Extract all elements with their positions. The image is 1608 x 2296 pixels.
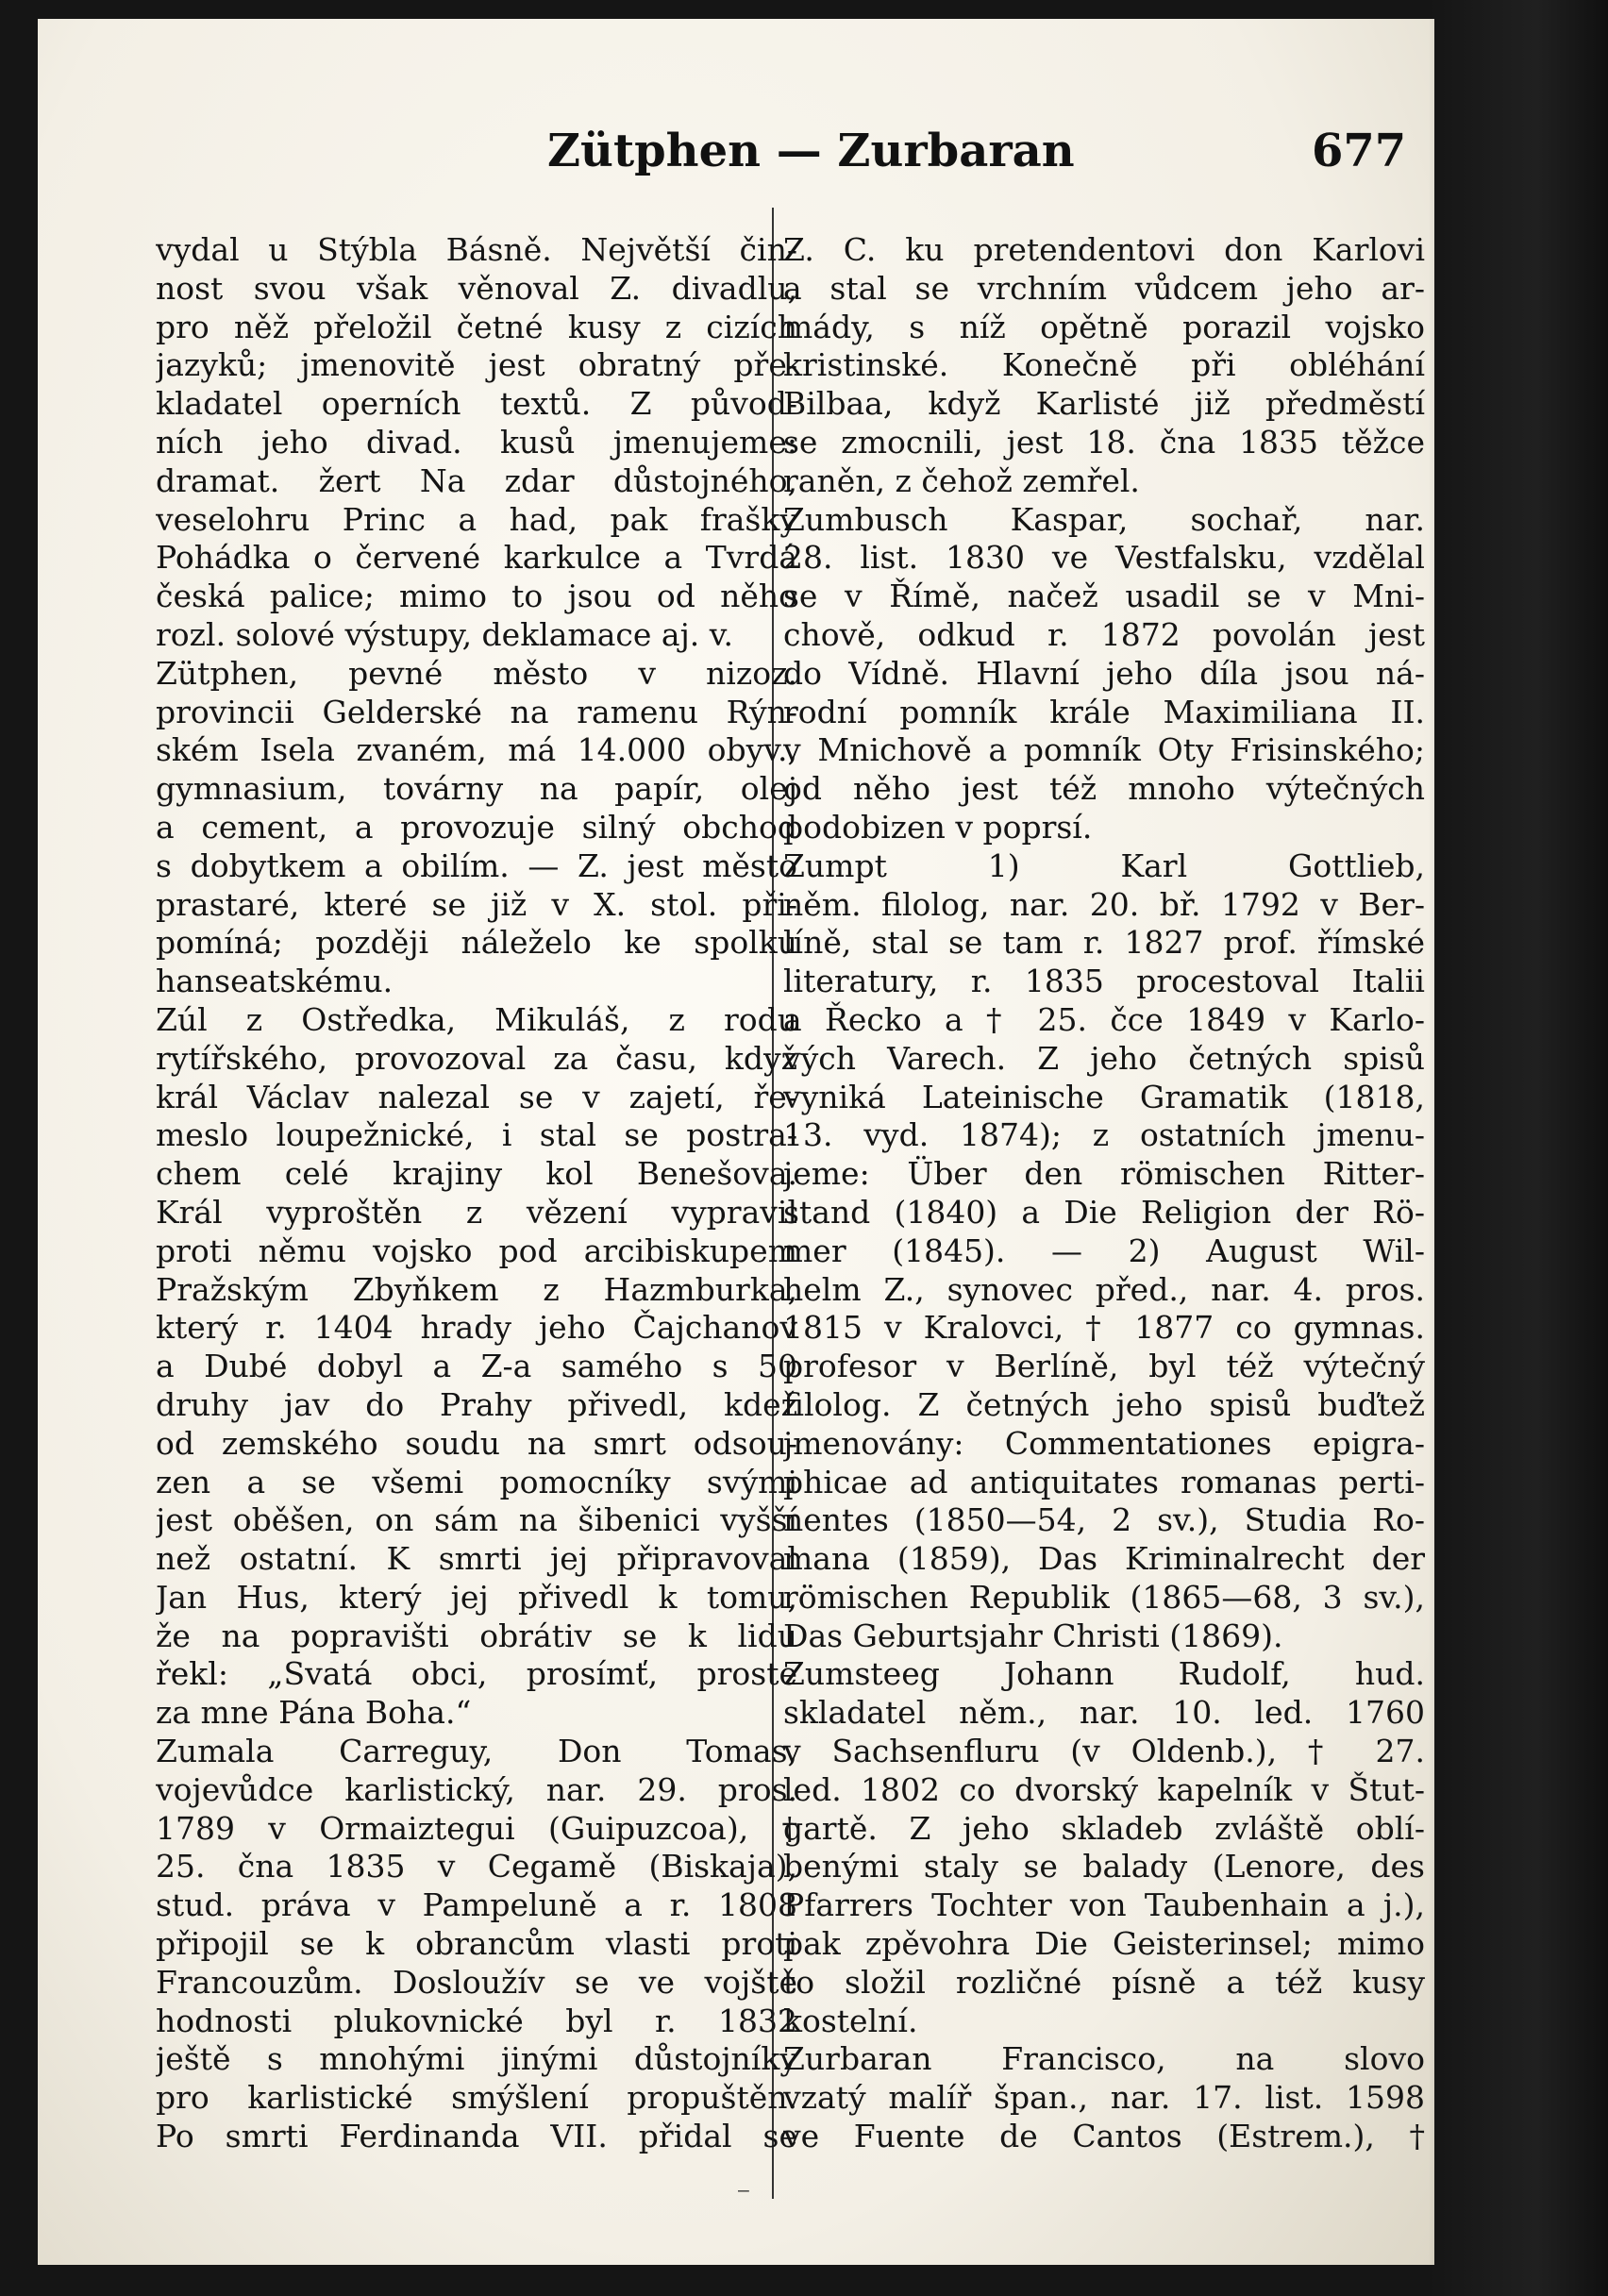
text-line: Zumsteeg Johann Rudolf, hud. bbox=[783, 1655, 1425, 1693]
text-line: Zurbaran Francisco, na slovo bbox=[783, 2040, 1425, 2078]
text-line: phicae ad antiquitates romanas perti- bbox=[783, 1463, 1425, 1500]
text-line: rytířského, provozoval za času, když bbox=[156, 1039, 797, 1077]
text-line: skladatel něm., nar. 10. led. 1760 bbox=[783, 1694, 1425, 1732]
text-line: ještě s mnohými jinými důstojníky bbox=[156, 2040, 797, 2078]
text-line: nentes (1850—54, 2 sv.), Studia Ro- bbox=[783, 1501, 1425, 1539]
text-line: stud. práva v Pampeluně a r. 1808 bbox=[156, 1886, 797, 1924]
text-line: mády, s níž opětně porazil vojsko bbox=[783, 308, 1425, 345]
text-line: nost svou však věnoval Z. divadlu, bbox=[156, 269, 797, 307]
text-line: vyniká Lateinische Gramatik (1818, bbox=[783, 1078, 1425, 1115]
text-line: král Václav nalezal se v zajetí, ře- bbox=[156, 1078, 797, 1115]
text-line: mer (1845). — 2) August Wil- bbox=[783, 1232, 1425, 1269]
text-line: a cement, a provozuje silný obchod bbox=[156, 808, 797, 846]
text-line: provincii Gelderské na ramenu Rýn- bbox=[156, 693, 797, 730]
text-line: jazyků; jmenovitě jest obratný pře- bbox=[156, 346, 797, 384]
text-line: meslo loupežnické, i stal se postra- bbox=[156, 1116, 797, 1154]
text-line: se v Římě, načež usadil se v Mni- bbox=[783, 578, 1425, 615]
text-line: podobizen v poprsí. bbox=[783, 808, 1093, 846]
text-line: proti němu vojsko pod arcibiskupem bbox=[156, 1232, 797, 1269]
text-line: česká palice; mimo to jsou od něho bbox=[156, 578, 797, 615]
text-line: ve Fuente de Cantos (Estrem.), † bbox=[783, 2118, 1425, 2155]
right-column bbox=[783, 231, 1425, 2156]
text-line: stand (1840) a Die Religion der Rö- bbox=[783, 1193, 1425, 1231]
text-line: ních jeho divad. kusů jmenujeme: bbox=[156, 423, 797, 461]
text-line: Zumbusch Kaspar, sochař, nar. bbox=[783, 500, 1425, 538]
text-line: gymnasium, továrny na papír, olej bbox=[156, 770, 797, 808]
text-line: helm Z., synovec před., nar. 4. pros. bbox=[783, 1270, 1425, 1308]
text-line: a Řecko a † 25. čce 1849 v Karlo- bbox=[783, 1000, 1425, 1038]
text-line: kristinské. Konečně při obléhání bbox=[783, 346, 1425, 384]
text-line: gartě. Z jeho skladeb zvláště oblí- bbox=[783, 1809, 1425, 1847]
text-line: a Dubé dobyl a Z-a samého s 50 bbox=[156, 1348, 797, 1385]
text-line: chem celé krajiny kol Benešova. bbox=[156, 1155, 797, 1193]
text-line: hodnosti plukovnické byl r. 1832 bbox=[156, 2002, 797, 2039]
text-line: benými staly se balady (Lenore, des bbox=[783, 1848, 1425, 1885]
text-line: řekl: „Svatá obci, prosímť, proste bbox=[156, 1655, 797, 1693]
text-line: Pfarrers Tochter von Taubenhain a j.), bbox=[783, 1886, 1425, 1924]
text-line: že na popravišti obrátiv se k lidu bbox=[156, 1617, 797, 1654]
text-line: vojevůdce karlistický, nar. 29. pros. bbox=[156, 1770, 797, 1808]
text-line: s dobytkem a obilím. — Z. jest město bbox=[156, 846, 797, 884]
text-line: pro karlistické smýšlení propuštěn. bbox=[156, 2079, 797, 2117]
text-line: než ostatní. K smrti jej připravoval bbox=[156, 1540, 797, 1578]
text-line: Po smrti Ferdinanda VII. přidal se bbox=[156, 2118, 797, 2155]
text-line: kladatel operních textů. Z původ- bbox=[156, 385, 797, 423]
text-line: v Sachsenfluru (v Oldenb.), † 27. bbox=[783, 1733, 1425, 1770]
text-line: 13. vyd. 1874); z ostatních jmenu- bbox=[783, 1116, 1425, 1154]
text-line: něm. filolog, nar. 20. bř. 1792 v Ber- bbox=[783, 885, 1425, 923]
text-line: 1815 v Kralovci, † 1877 co gymnas. bbox=[783, 1309, 1425, 1347]
text-line: Zumpt 1) Karl Gottlieb, bbox=[783, 846, 1425, 884]
text-line: Pražským Zbyňkem z Hazmburka, bbox=[156, 1270, 797, 1308]
bottom-mark: ⁻ bbox=[736, 2180, 751, 2213]
text-line: jmenovány: Commentationes epigra- bbox=[783, 1424, 1425, 1462]
left-column bbox=[156, 231, 797, 2156]
text-line: Zütphen, pevné město v nizoz. bbox=[156, 654, 797, 692]
text-line: dramat. žert Na zdar důstojného, bbox=[156, 461, 797, 499]
text-line: Pohádka o červené karkulce a Tvrdá bbox=[156, 539, 797, 577]
text-line: se zmocnili, jest 18. čna 1835 těžce bbox=[783, 423, 1425, 461]
text-line: pak zpěvohra Die Geisterinsel; mimo bbox=[783, 1925, 1425, 1963]
text-line: chově, odkud r. 1872 povolán jest bbox=[783, 615, 1425, 653]
text-line: Francouzům. Dosloužív se ve vojště bbox=[156, 1963, 797, 2001]
text-line: a stal se vrchním vůdcem jeho ar- bbox=[783, 269, 1425, 307]
text-line: druhy jav do Prahy přivedl, kdež bbox=[156, 1385, 797, 1423]
text-line: od zemského soudu na smrt odsou- bbox=[156, 1424, 797, 1462]
text-line: připojil se k obrancům vlasti proti bbox=[156, 1925, 797, 1963]
header-title: Zütphen — Zurbaran bbox=[547, 125, 1075, 177]
text-line: led. 1802 co dvorský kapelník v Štut- bbox=[783, 1770, 1425, 1808]
text-line: kostelní. bbox=[783, 2002, 918, 2039]
text-line: vých Varech. Z jeho četných spisů bbox=[783, 1039, 1425, 1077]
text-line: rozl. solové výstupy, deklamace aj. v. bbox=[156, 615, 733, 653]
text-line: od něho jest též mnoho výtečných bbox=[783, 770, 1425, 808]
text-line: vzatý malíř špan., nar. 17. list. 1598 bbox=[783, 2079, 1425, 2117]
text-line: hanseatskému. bbox=[156, 963, 394, 1000]
text-line: v Mnichově a pomník Oty Frisinského; bbox=[783, 731, 1425, 769]
text-line: zen a se všemi pomocníky svými bbox=[156, 1463, 797, 1500]
text-line: který r. 1404 hrady jeho Čajchanov bbox=[156, 1309, 797, 1347]
text-line: römischen Republik (1865—68, 3 sv.), bbox=[783, 1578, 1425, 1616]
text-line: Zumala Carreguy, Don Tomas, bbox=[156, 1733, 797, 1770]
text-line: prastaré, které se již v X. stol. při- bbox=[156, 885, 797, 923]
text-line: za mne Pána Boha.“ bbox=[156, 1694, 472, 1732]
text-line: pro něž přeložil četné kusy z cizích bbox=[156, 308, 797, 345]
text-line: mana (1859), Das Kriminalrecht der bbox=[783, 1540, 1425, 1578]
text-line: literatury, r. 1835 procestoval Italii bbox=[783, 963, 1425, 1000]
text-line: Z. C. ku pretendentovi don Karlovi bbox=[783, 231, 1425, 268]
text-line: do Vídně. Hlavní jeho díla jsou ná- bbox=[783, 654, 1425, 692]
text-line: 25. čna 1835 v Cegamě (Biskaja), bbox=[156, 1848, 797, 1885]
text-line: Jan Hus, který jej přivedl k tomu, bbox=[156, 1578, 797, 1616]
text-line: líně, stal se tam r. 1827 prof. římské bbox=[783, 924, 1425, 962]
text-line: vydal u Stýbla Básně. Největší čin- bbox=[156, 231, 797, 268]
text-line: ském Isela zvaném, má 14.000 obyv., bbox=[156, 731, 797, 769]
text-line: veselohru Princ a had, pak frašky bbox=[156, 500, 797, 538]
text-line: to složil rozličné písně a též kusy bbox=[783, 1963, 1425, 2001]
text-line: jeme: Über den römischen Ritter- bbox=[783, 1155, 1425, 1193]
page-number: 677 bbox=[1312, 125, 1407, 177]
page-shadow-edge bbox=[1429, 0, 1608, 2296]
text-line: rodní pomník krále Maximiliana II. bbox=[783, 693, 1425, 730]
text-line: Zúl z Ostředka, Mikuláš, z rodu bbox=[156, 1000, 797, 1038]
text-line: 28. list. 1830 ve Vestfalsku, vzdělal bbox=[783, 539, 1425, 577]
text-line: pomíná; později náleželo ke spolku bbox=[156, 924, 797, 962]
text-line: 1789 v Ormaiztegui (Guipuzcoa), † bbox=[156, 1809, 797, 1847]
text-line: jest oběšen, on sám na šibenici vyšší bbox=[156, 1501, 797, 1539]
text-line: Bilbaa, když Karlisté již předměstí bbox=[783, 385, 1425, 423]
text-line: profesor v Berlíně, byl též výtečný bbox=[783, 1348, 1425, 1385]
text-line: raněn, z čehož zemřel. bbox=[783, 461, 1140, 499]
text-line: Das Geburtsjahr Christi (1869). bbox=[783, 1617, 1283, 1654]
book-page bbox=[38, 19, 1434, 2265]
running-header bbox=[38, 113, 1434, 189]
text-line: Král vyproštěn z vězení vypravil bbox=[156, 1193, 797, 1231]
text-line: filolog. Z četných jeho spisů buďtež bbox=[783, 1385, 1425, 1423]
